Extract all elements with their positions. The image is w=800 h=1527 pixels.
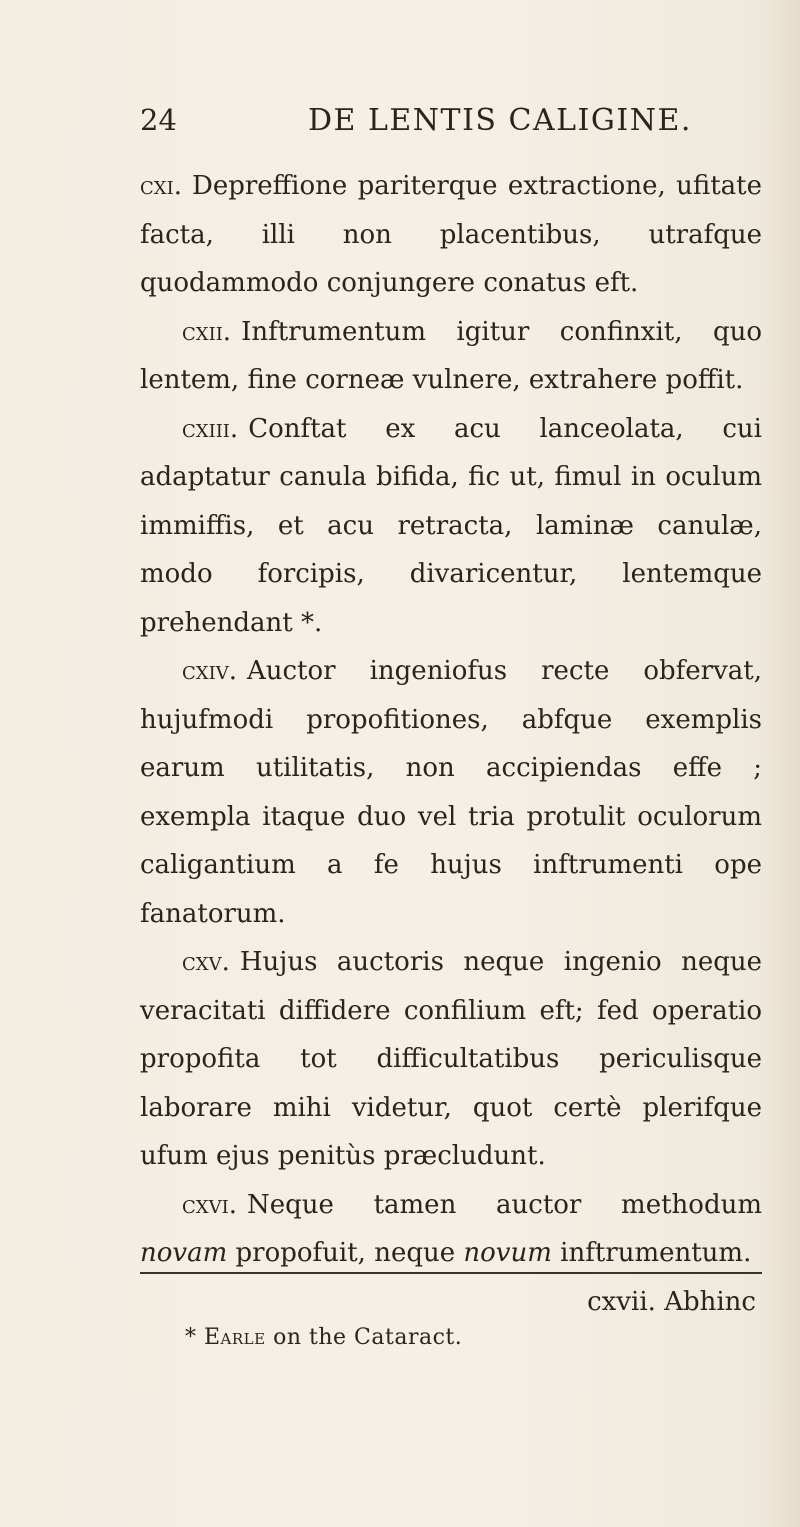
paragraph-text: inftrumentum.: [551, 1238, 752, 1268]
italic-word: novum: [463, 1238, 552, 1268]
paragraph-label: cxvi.: [182, 1189, 237, 1220]
page-number: 24: [140, 103, 177, 137]
footnote-rule: [140, 1272, 762, 1274]
paragraph-cxi: [140, 162, 762, 308]
paragraph-label: cxii.: [182, 316, 232, 347]
footnote-text: on the Cataract.: [273, 1325, 463, 1350]
paragraph-cxv: [140, 938, 762, 1181]
page-header: [140, 103, 760, 143]
footnote: [185, 1325, 462, 1350]
paragraph-label: cxi.: [140, 171, 182, 201]
paragraph-text: Neque tamen auctor methodum: [246, 1189, 762, 1220]
paragraph-label: cxv.: [182, 947, 230, 977]
paragraph-text: Hujus auctoris neque ingenio neque veracitati diffidere confilium eft; fed operatio propofita tot difficultatibus periculisque laborare mihi videtur, quot certè plerifque ufum ejus penitùs præcludunt.: [140, 947, 762, 1171]
italic-word: novam: [140, 1238, 228, 1268]
paragraph-text: propofuit, neque: [227, 1238, 464, 1268]
paragraph-text: Depreffione pariterque extractione, ufitate facta, illi non placentibus, utrafque quodammodo conjungere conatus eft.: [140, 171, 762, 298]
paragraph-text: Inftrumentum igitur confinxit, quo lentem, fine corneæ vulnere, extrahere poffit.: [140, 316, 762, 395]
paragraph-label: cxiv.: [182, 656, 237, 686]
paragraph-cxvi: [140, 1181, 762, 1278]
body-text: [140, 162, 762, 1326]
paragraph-cxiii: [140, 405, 762, 648]
footnote-author: Earle: [204, 1325, 266, 1350]
paragraph-text: Auctor ingeniofus recte obfervat, hujufmodi propofitiones, abfque exemplis earum utilitatis, non accipiendas effe ; exempla itaque duo vel tria protulit oculorum caligantium a fe hujus inftrumenti ope fanatorum.: [140, 656, 762, 929]
footnote-marker: *: [185, 1325, 197, 1350]
paragraph-cxiv: [140, 647, 762, 938]
catchword: cxvii. Abhinc: [587, 1286, 756, 1317]
running-title: DE LENTIS CALIGINE.: [308, 103, 692, 138]
paragraph-text: Conftat ex acu lanceolata, cui adaptatur canula bifida, fic ut, fimul in oculum immiffis, et acu retracta, laminæ canulæ, modo forcipis, divaricentur, lentemque prehendant *.: [140, 413, 762, 638]
paragraph-label: cxiii.: [182, 413, 239, 444]
paragraph-cxii: [140, 308, 762, 405]
